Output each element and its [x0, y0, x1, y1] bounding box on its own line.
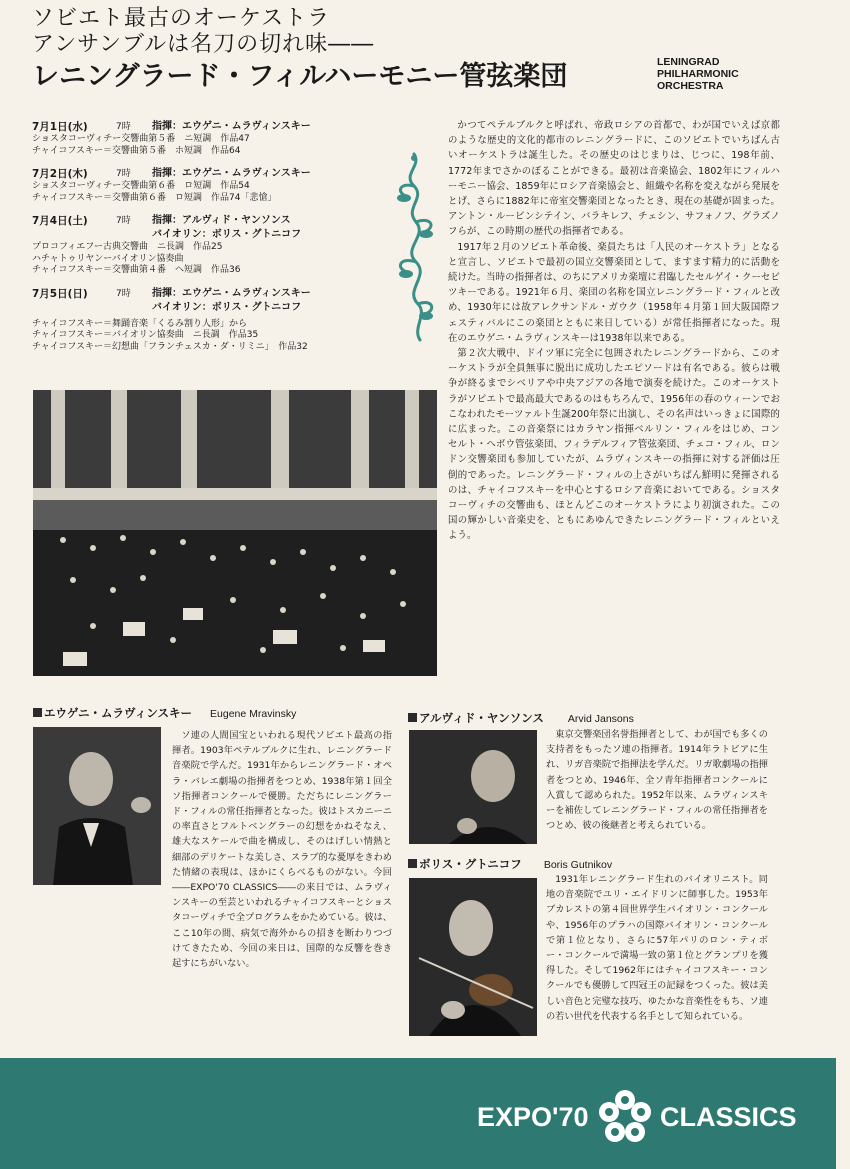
concert-time: 7時 — [116, 288, 131, 299]
jansons-portrait — [409, 730, 537, 844]
schedule-day — [32, 120, 412, 157]
bullet-square-icon — [33, 708, 42, 717]
performer: 指揮：アルヴィド・ヤンソンス — [152, 215, 291, 226]
page-title: レニングラード・フィルハーモニー管弦楽団 — [32, 61, 568, 92]
bio-name: エウゲニ・ムラヴィンスキー — [44, 706, 193, 720]
bio-name: ボリス・グトニコフ — [419, 857, 522, 871]
concert-schedule — [32, 120, 412, 357]
bio-paragraph: 東京交響楽団名誉指揮者として、わが国でも多くの支持者をもったソ連の指揮者。1914年ラトビアに生れ、リガ音楽院で指揮法を学んだ。リガ歌劇場の指揮者をつとめ、1946年、全ソ青年指揮者コンクールに入賞して認められた。1952年以来、ムラヴィンスキーを補佐してレニングラード・フィルの常任指揮者をつとめ、彼の後継者と考えられている。 — [546, 729, 768, 832]
performer: 指揮：エウゲニ・ムラヴィンスキー — [152, 121, 311, 132]
performer: バイオリン：ボリス・グトニコフ — [152, 229, 302, 240]
program-item: チャイコフスキー＝交響曲第５番 ホ短調 作品64 — [32, 145, 241, 156]
program-item: プロコフィエフー古典交響曲 ニ長調 作品25 — [32, 242, 223, 252]
history-paragraph: 第２次大戦中、ドイツ軍に完全に包囲されたレニングラードから、このオーケストラが全員無事に脱出に成功したエピソードは有名である。彼らは戦争が終るまでシベリアや中央アジアの各地で演奏を続けた。このオーケストラがソビエトで最高最大であるのはもちろんで、1956年の春のウィーンでおこなわれたモーツァルト生誕200年祭に出演し、その名声はいっきょに国際的に広まった。この音楽祭にはカラヤン指揮ベルリン・フィルをはじめ、コンセルト・ヘボウ管弦楽団、フィラデルフィア管弦楽団、チェコ・フィル、ロンドン交響楽団も参加していたが、ムラヴィンスキーの指揮に対する評価は圧倒的であった。レニングラード・フィルの上さがいちばん鮮明に発揮されるのは、チャイコフスキーを中心とするロシア音楽においてである。ショスタコーヴィチの交響曲も、ほとんどこのオーケストラにより初演された。この国の輝かしい音楽史を、ともにあゆんできたレニングラード・フィルといえよう。 — [448, 348, 780, 542]
footer-band — [0, 1058, 850, 1169]
bio-name-en: Arvid Jansons — [567, 713, 634, 725]
concert-date: 7月1日(水) — [32, 121, 88, 133]
english-orchestra-name — [657, 56, 739, 92]
concert-date: 7月2日(木) — [32, 168, 88, 180]
header-line-1: ソビエト最古のオーケストラ — [32, 6, 331, 31]
bio-text-gutnikov — [546, 872, 768, 1024]
program-item: ハチャトゥリヤンーバイオリン協奏曲 — [32, 253, 184, 264]
en-name-line: PHILHARMONIC — [657, 68, 739, 80]
orchestra-history — [448, 118, 780, 544]
concert-time: 7時 — [116, 122, 131, 132]
bio-name-en: Boris Gutnikov — [543, 859, 613, 871]
history-paragraph: かつてペテルブルクと呼ばれ、帝政ロシアの首都で、わが国でいえば京都のような歴史的文化的都市のレニングラードに、このソビエトでいちばん古いオーケストラは誕生した。その歴史のはじまりは、じつに、198年前、1772年までさかのぼることができる。最初は音楽協会、1802年にフィルハーモニー協会、1859年にロシア音楽協会と、組織や名称を変えながら発展をとげ、さらに1882年に帝室交響楽団となったとき、現在の基礎が固まった。アントン・ルービンシテイン、バラキレフ、チェシン、サフォノフ、グラズノフらが、この時期の歴代の指揮者である。 — [448, 120, 780, 238]
bullet-square-icon — [408, 713, 417, 722]
page-edge — [836, 1058, 850, 1169]
orchestra-concert-photo — [33, 390, 437, 676]
bullet-square-icon — [408, 859, 417, 868]
bio-text-mravinsky — [172, 728, 392, 971]
en-name-line: LENINGRAD — [657, 56, 720, 68]
bio-name: アルヴィド・ヤンソンス — [419, 711, 544, 725]
bio-heading-jansons — [408, 711, 634, 726]
bio-paragraph: 1931年レニングラード生れのバイオリニスト。同地の音楽院でユリ・エイドリンに師事した。1953年ブカレストの第４回世界学生バイオリン・コンクールや、1956年のプラハの国際バイオリン・コンクールで第１位となり、さらに57年パリのロン・ティボー・コンクールで満場一致の第１位とグランプリを獲得した。そして1962年にはチャイコフスキー・コンクールでも優勝して四冠王の記録をつくった。彼は美しい音色と完璧な技巧、ゆたかな音楽性をもち、ソ連の若い世代を代表する名手として知られている。 — [546, 874, 768, 1022]
performer: 指揮：エウゲニ・ムラヴィンスキー — [152, 287, 311, 299]
bio-text-jansons — [546, 727, 768, 833]
program-item: チャイコフスキー＝舞踊音楽「くるみ割り人形」から — [32, 318, 248, 329]
bio-paragraph: ソ連の人間国宝といわれる現代ソビエト最高の指揮者。1903年ペテルブルクに生れ、レニングラード音楽院で学んだ。1931年からレニングラード・オペラ・バレエ劇場の指揮者をつとめ、1938年第１回全ソ指揮者コンクールで優勝。ただちにレニングラード・フィルの常任指揮者となった。彼はトスカニーニの率直さとフルトベングラーの幻想をかねそなえ、雄大なスケールで曲を構成し、そのはげしい情熱と細部のデリケートな美しさ、スラブ的な憂厚をきわめた情緒の表現は、ほかにくらべるものがない。今回――EXPO'70 CLASSICS――の来日では、ムラヴィンスキーの至芸といわれるチャイコフスキーとショスタコーヴィチで全プログラムをかためている。彼は、ここ10年の間、病気で海外からの招きを断わりつづけてきたため、今回の来日は、国際的な反響を巻き起すにちがいない。 — [172, 730, 392, 970]
bio-heading-mravinsky — [33, 706, 296, 721]
mravinsky-portrait — [33, 727, 161, 885]
expo-sakura-logo-icon — [596, 1088, 654, 1146]
header-line-2: アンサンブルは名刀の切れ味―― — [32, 32, 375, 57]
performer: 指揮：エウゲニ・ムラヴィンスキー — [152, 168, 311, 179]
concert-date: 7月5日(日) — [32, 287, 88, 300]
history-paragraph: 1917年２月のソビエト革命後、楽員たちは「人民のオーケストラ」となると宣言し、ソビエトで最初の国立交響楽団として、ますます精力的に活動を続けた。当時の指揮者は、のちにアメリカ楽壇に君臨したセルゲイ・クーセビツキーである。1921年６月、楽団の名称を国立レニングラード・フィルと改め、1930年には故アレクサンドル・ガウク（1958年４月第１回大阪国際フェスティバルにこの楽団とともに来日している）が常任指揮者になった。現在のエウゲニ・ムラヴィンスキーは1938年以来である。 — [448, 241, 780, 344]
footer-classics-text: CLASSICS — [660, 1102, 797, 1132]
footer-expo-text: EXPO'70 — [477, 1102, 589, 1132]
gutnikov-portrait — [409, 878, 537, 1036]
program-item: ショスタコーヴィチー交響曲第６番 ロ短調 作品54 — [32, 181, 250, 191]
concert-time: 7時 — [116, 216, 131, 226]
concert-date: 7月4日(土) — [32, 215, 88, 227]
program-item: チャイコフスキー＝交響曲第６番 ロ短調 作品74「悲愴」 — [32, 192, 277, 203]
schedule-day — [32, 167, 412, 204]
program-item: チャイコフスキー＝幻想曲「フランチェスカ・ダ・リミニ」 作品32 — [32, 341, 308, 352]
concert-time: 7時 — [116, 169, 131, 179]
program-item: チャイコフスキー＝交響曲第４番 ヘ短調 作品36 — [32, 265, 241, 275]
bio-name-en: Eugene Mravinsky — [210, 708, 297, 720]
flourish-ornament-icon — [392, 152, 440, 342]
schedule-day — [32, 214, 412, 277]
program-item: ショスタコーヴィチー交響曲第５番 ニ短調 作品47 — [32, 134, 250, 144]
program-item: チャイコフスキー＝バイオリン協奏曲 ニ長調 作品35 — [32, 330, 259, 340]
schedule-day — [32, 287, 412, 354]
bio-heading-gutnikov — [408, 857, 612, 872]
performer: バイオリン：ボリス・グトニコフ — [152, 301, 302, 313]
en-name-line: ORCHESTRA — [657, 80, 724, 92]
